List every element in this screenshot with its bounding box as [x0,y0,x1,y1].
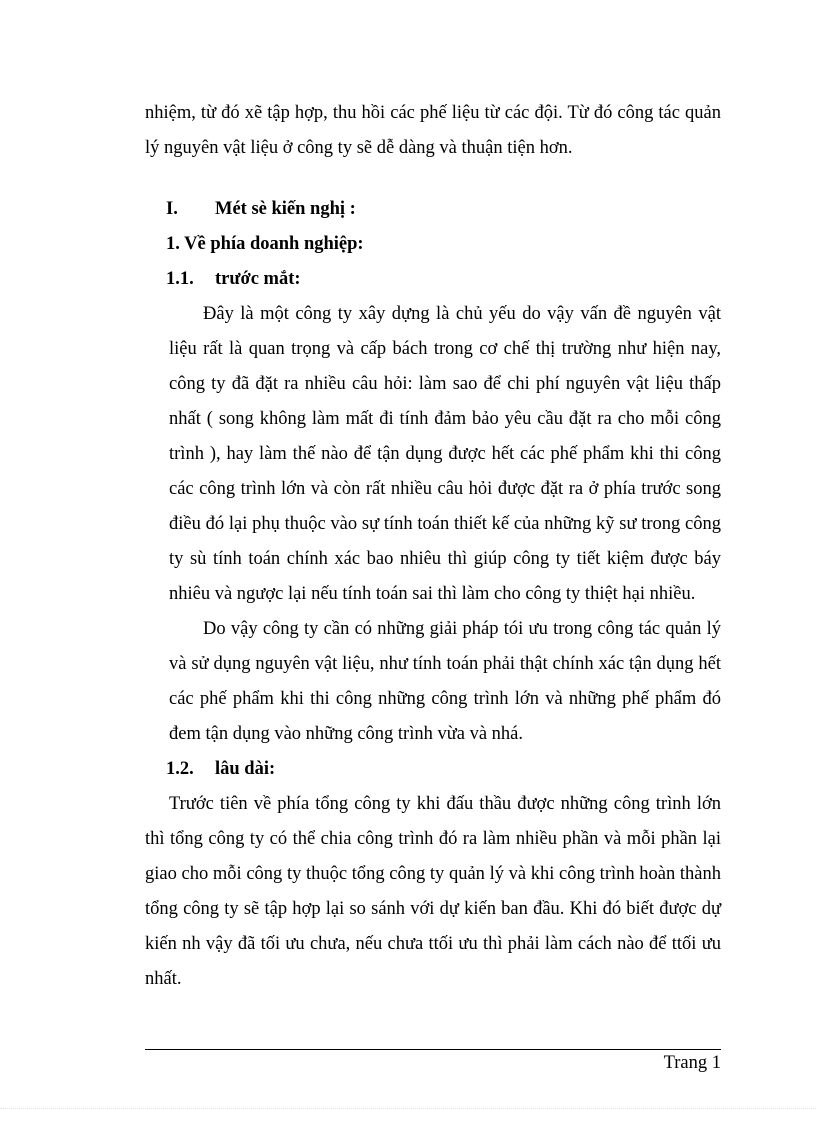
subsection-heading-long-term [145,752,721,787]
paragraph-long-term: Trước tiên về phía tổng công ty khi đấu thầu được những công trình lớn thì tổng công ty có thể chia công trình đó ra làm nhiều phần và mỗi phần lại giao cho mỗi công ty thuộc tổng công ty quản lý và khi công trình hoàn thành tổng công ty sẽ tập hợp lại so sánh với dự kiến ban đầu. Khi đó biết được dự kiến nh vậy đã tối ưu chưa, nếu chưa ttối ưu thì phải làm cách nào để ttối ưu nhất. [145,794,721,989]
subsection-title: trước mắt: [215,269,301,289]
subsection-number: 1.1. [166,269,194,289]
paragraph-intro: nhiệm, từ đó xẽ tập hợp, thu hồi các phế liệu từ các đội. Từ đó công tác quản lý nguyên vật liệu ở công ty sẽ dễ dàng và thuận tiện hơn. [145,103,721,158]
section-heading-recommendations [145,192,721,227]
paragraph-short-term-1: Đây là một công ty xây dựng là chủ yếu do vậy vấn đề nguyên vật liệu rất là quan trọng và cấp bách trong cơ chế thị trường như hiện nay, công ty đã đặt ra nhiều câu hỏi: làm sao để chi phí nguyên vật liệu thấp nhất ( song không làm mất đi tính đảm bảo yêu cầu đặt ra cho mỗi công trình ), hay làm thế nào để tận dụng được hết các phế phẩm khi thi công các công trình lớn và còn rất nhiều câu hỏi được đặt ra ở phía trước song điều đó lại phụ thuộc vào sự tính toán thiết kế của những kỹ sư trong công ty sù tính toán chính xác bao nhiêu thì giúp công ty tiết kiệm được báy nhiêu và ngược lại nếu tính toán sai thì làm cho công ty thiệt hại nhiều. [169,304,721,604]
subsection-heading-enterprise [145,227,721,262]
section-number: I. [166,199,178,219]
page-bottom-border [0,1108,816,1109]
section-title: Mét sè kiến nghị : [215,199,356,219]
subsection-heading-short-term [145,262,721,297]
footer-divider [145,1049,721,1050]
subsection-number: 1.2. [166,759,194,779]
page-number: Trang 1 [663,1053,721,1073]
document-body [145,96,721,997]
subsection-title: lâu dài: [215,759,276,779]
paragraph-short-term-2: Do vậy công ty cần có những giải pháp tói ưu trong công tác quản lý và sử dụng nguyên vật liệu, như tính toán phải thật chính xác tận dụng hết các phế phẩm khi thi công những công trình lớn và những phế phẩm đó đem tận dụng vào những công trình vừa và nhá. [169,619,721,744]
subsection-title: 1. Về phía doanh nghiệp: [166,234,364,254]
short-term-block [145,297,721,752]
